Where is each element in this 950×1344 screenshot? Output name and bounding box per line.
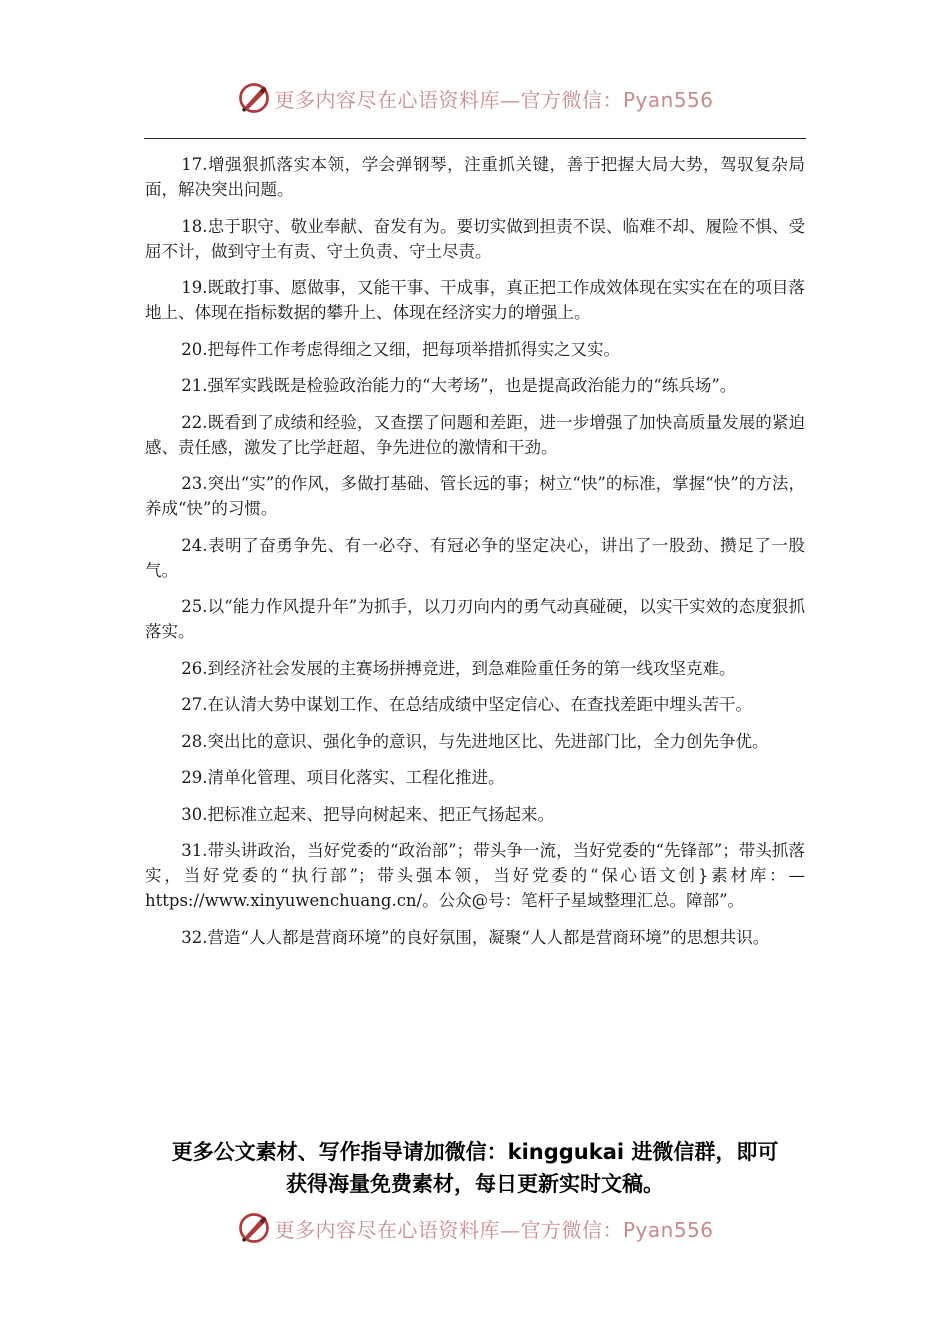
- paragraph-30: 30.把标准立起来、把导向树起来、把正气扬起来。: [181, 804, 555, 824]
- paragraph-32: 32.营造“人人都是营商环境”的良好氛围，凝聚“人人都是营商环境”的思想共识。: [181, 927, 770, 947]
- footer-note-line-1: 更多公文素材、写作指导请加微信：kinggukai 进微信群，即可: [171, 1140, 779, 1164]
- paragraph-25: 25.以“能力作风提升年”为抓手，以刀刃向内的勇气动真碰硬，以实干实效的态度狠抓落实。: [145, 597, 805, 641]
- footer-promo-note: [120, 1136, 830, 1200]
- pen-logo-icon: [236, 1210, 272, 1246]
- paragraph-27: 27.在认清大势中谋划工作、在总结成绩中坚定信心、在查找差距中埋头苦干。: [181, 695, 753, 714]
- header-divider: [144, 138, 806, 139]
- document-body: [145, 152, 805, 961]
- paragraph-20: 20.把每件工作考虑得细之又细，把每项举措抓得实之又实。: [181, 339, 621, 359]
- header-brand-wechat-id: Pyan556: [622, 87, 714, 112]
- paragraph-21: 21.强军实践既是检验政治能力的“大考场”，也是提高政治能力的“练兵场”。: [181, 376, 737, 395]
- pen-logo-icon: [236, 80, 272, 116]
- header-brand-text: [274, 84, 713, 113]
- paragraph-22: 22.既看到了成绩和经验，又查摆了问题和差距，进一步增强了加快高质量发展的紧迫感、责任感，激发了比学赶超、争先进位的激情和干劲。: [145, 412, 805, 457]
- paragraph-31: 31.带头讲政治，当好党委的“政治部”；带头争一流，当好党委的“先锋部”；带头抓落实，当好党委的“执行部”；带头强本领，当好党委的“保心语文创}素材库：—https://www.xinyuwenchuang.cn/。公众@号：笔杆子星域整理汇总。障部”。: [145, 841, 805, 910]
- footer-brand-text: [274, 1214, 713, 1243]
- paragraph-19: 19.既敢打事、愿做事，又能干事、干成事，真正把工作成效体现在实实在在的项目落地上、体现在指标数据的攀升上、体现在经济实力的增强上。: [145, 278, 805, 322]
- footer-note-line-2: 获得海量免费素材，每日更新实时文稿。: [286, 1172, 664, 1196]
- paragraph-17: 17.增强狠抓落实本领，学会弹钢琴，注重抓关键，善于把握大局大势，驾驭复杂局面，解决突出问题。: [145, 155, 805, 199]
- paragraph-26: 26.到经济社会发展的主赛场拼搏竞进，到急难险重任务的第一线攻坚克难。: [181, 658, 736, 678]
- paragraph-24: 24.表明了奋勇争先、有一必夺、有冠必争的坚定决心，讲出了一股劲、攒足了一股气。: [145, 535, 805, 580]
- footer-brand: [0, 1210, 950, 1246]
- header-brand-cn: 更多内容尽在心语资料库—官方微信：: [274, 87, 623, 112]
- paragraph-18: 18.忠于职守、敬业奉献、奋发有为。要切实做到担责不误、临难不却、履险不惧、受屈不计，做到守土有责、守土负责、守土尽责。: [145, 216, 805, 261]
- paragraph-23: 23.突出“实”的作风，多做打基础、管长远的事；树立“快”的标准，掌握“快”的方法，养成“快”的习惯。: [145, 474, 805, 518]
- paragraph-29: 29.清单化管理、项目化落实、工程化推进。: [181, 768, 505, 787]
- paragraph-28: 28.突出比的意识、强化争的意识，与先进地区比、先进部门比，全力创先争优。: [181, 731, 769, 751]
- footer-brand-wechat-id: Pyan556: [622, 1217, 714, 1242]
- header-brand: [0, 80, 950, 116]
- footer-brand-cn: 更多内容尽在心语资料库—官方微信：: [274, 1217, 623, 1242]
